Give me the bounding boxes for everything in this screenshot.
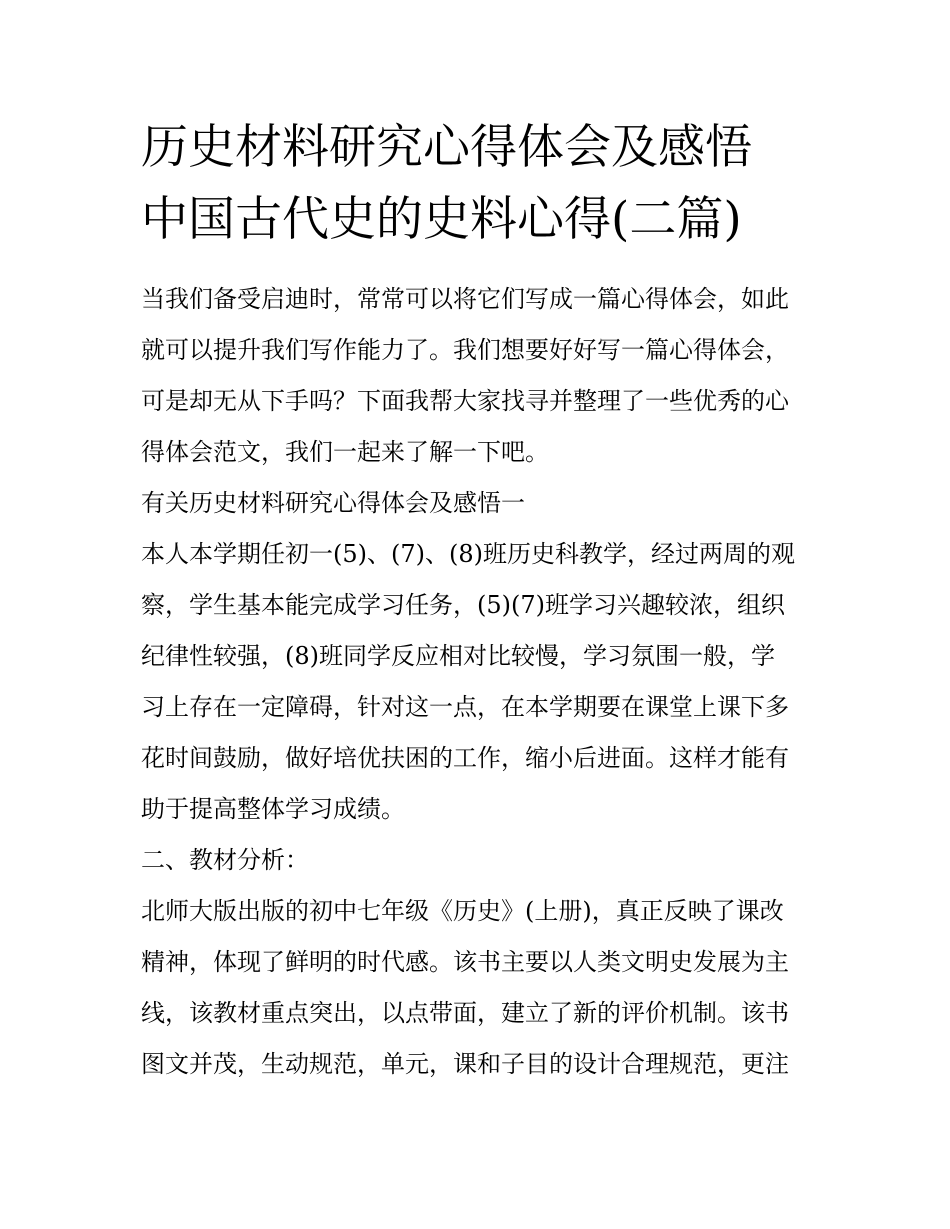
document-body xyxy=(141,274,813,1090)
document-title xyxy=(141,112,813,256)
subheading xyxy=(141,835,813,886)
section-heading xyxy=(141,478,813,529)
title-line: 中国古代史的史料心得(二篇) xyxy=(141,192,742,247)
text-line: 图文并茂，生动规范，单元，课和子目的设计合理规范，更注 xyxy=(141,1050,789,1078)
body-paragraph-1 xyxy=(141,529,813,835)
text-line: 本人本学期任初一(5)、(7)、(8)班历史科教学，经过两周的观 xyxy=(141,540,795,568)
body-paragraph-2 xyxy=(141,886,813,1090)
text-line: 北师大版出版的初中七年级《历史》(上册)，真正反映了课改 xyxy=(141,897,784,925)
text-line: 可是却无从下手吗？下面我帮大家找寻并整理了一些优秀的心 xyxy=(141,387,789,415)
document-content xyxy=(141,112,813,1090)
intro-paragraph xyxy=(141,274,813,478)
text-line: 得体会范文，我们一起来了解一下吧。 xyxy=(141,438,549,466)
text-line: 习上存在一定障碍，针对这一点，在本学期要在课堂上课下多 xyxy=(141,693,789,721)
text-line: 有关历史材料研究心得体会及感悟一 xyxy=(141,489,525,517)
text-line: 花时间鼓励，做好培优扶困的工作，缩小后进面。这样才能有 xyxy=(141,744,789,772)
title-line: 历史材料研究心得体会及感悟 xyxy=(141,120,752,175)
text-line: 助于提高整体学习成绩。 xyxy=(141,795,405,823)
text-line: 纪律性较强，(8)班同学反应相对比较慢，学习氛围一般，学 xyxy=(141,642,775,670)
text-line: 二、教材分析： xyxy=(141,846,309,874)
text-line: 察，学生基本能完成学习任务，(5)(7)班学习兴趣较浓，组织 xyxy=(141,591,785,619)
text-line: 当我们备受启迪时，常常可以将它们写成一篇心得体会，如此 xyxy=(141,285,789,313)
text-line: 线，该教材重点突出，以点带面，建立了新的评价机制。该书 xyxy=(141,999,789,1027)
text-line: 精神，体现了鲜明的时代感。该书主要以人类文明史发展为主 xyxy=(141,948,789,976)
text-line: 就可以提升我们写作能力了。我们想要好好写一篇心得体会， xyxy=(141,336,789,364)
